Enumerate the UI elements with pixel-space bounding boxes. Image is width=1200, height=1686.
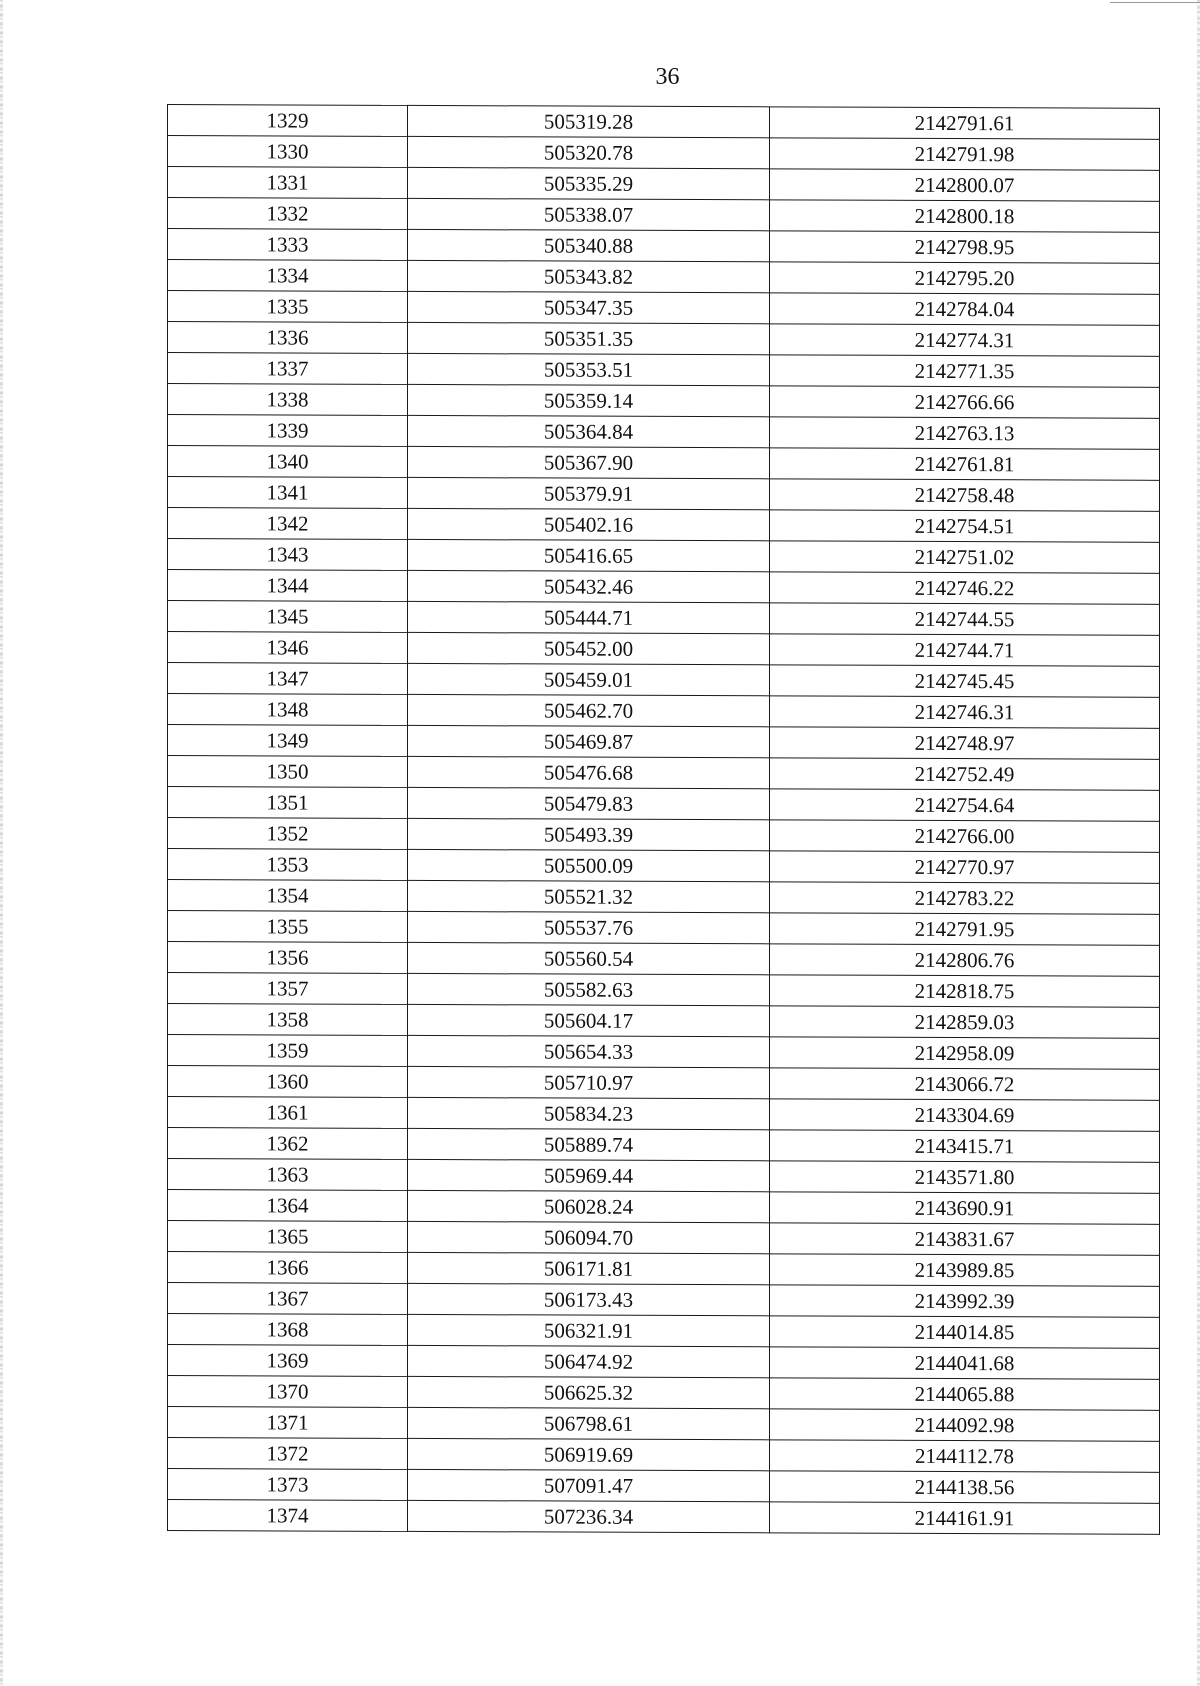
table-row xyxy=(168,756,1160,791)
x-coordinate-cell: 505582.63 xyxy=(408,973,770,1005)
x-coordinate-cell: 505654.33 xyxy=(408,1035,770,1067)
x-coordinate-cell: 505340.88 xyxy=(408,229,770,261)
x-coordinate-cell: 506474.92 xyxy=(408,1345,770,1377)
x-coordinate-cell: 505479.83 xyxy=(408,787,770,819)
x-coordinate-cell: 505560.54 xyxy=(408,942,770,974)
x-coordinate-cell: 505889.74 xyxy=(408,1128,770,1160)
x-coordinate-cell: 505353.51 xyxy=(408,353,770,385)
y-coordinate-cell: 2142746.31 xyxy=(770,696,1160,728)
table-row xyxy=(168,291,1160,326)
y-coordinate-cell: 2142744.55 xyxy=(770,603,1160,635)
point-number-cell: 1358 xyxy=(168,1004,408,1036)
y-coordinate-cell: 2142770.97 xyxy=(770,851,1160,883)
table-row xyxy=(168,260,1160,295)
y-coordinate-cell: 2142763.13 xyxy=(770,417,1160,449)
table-row xyxy=(168,1004,1160,1039)
table-row xyxy=(168,632,1160,667)
table-row xyxy=(168,198,1160,233)
point-number-cell: 1346 xyxy=(168,632,408,664)
y-coordinate-cell: 2143989.85 xyxy=(770,1254,1160,1286)
point-number-cell: 1331 xyxy=(168,167,408,199)
table-row xyxy=(168,1190,1160,1225)
point-number-cell: 1368 xyxy=(168,1314,408,1346)
point-number-cell: 1360 xyxy=(168,1066,408,1098)
table-row xyxy=(168,601,1160,636)
table-row xyxy=(168,1438,1160,1473)
y-coordinate-cell: 2142751.02 xyxy=(770,541,1160,573)
y-coordinate-cell: 2142774.31 xyxy=(770,324,1160,356)
x-coordinate-cell: 505500.09 xyxy=(408,849,770,881)
point-number-cell: 1352 xyxy=(168,818,408,850)
table-row xyxy=(168,446,1160,481)
x-coordinate-cell: 506171.81 xyxy=(408,1252,770,1284)
y-coordinate-cell: 2142784.04 xyxy=(770,293,1160,325)
point-number-cell: 1364 xyxy=(168,1190,408,1222)
x-coordinate-cell: 505459.01 xyxy=(408,663,770,695)
x-coordinate-cell: 505359.14 xyxy=(408,384,770,416)
point-number-cell: 1359 xyxy=(168,1035,408,1067)
table-row xyxy=(168,1159,1160,1194)
y-coordinate-cell: 2142791.95 xyxy=(770,913,1160,945)
y-coordinate-cell: 2142754.64 xyxy=(770,789,1160,821)
point-number-cell: 1345 xyxy=(168,601,408,633)
point-number-cell: 1333 xyxy=(168,229,408,261)
point-number-cell: 1371 xyxy=(168,1407,408,1439)
x-coordinate-cell: 505452.00 xyxy=(408,632,770,664)
point-number-cell: 1343 xyxy=(168,539,408,571)
table-row xyxy=(168,973,1160,1008)
table-row xyxy=(168,663,1160,698)
table-row xyxy=(168,508,1160,543)
point-number-cell: 1337 xyxy=(168,353,408,385)
table-row xyxy=(168,1314,1160,1349)
point-number-cell: 1340 xyxy=(168,446,408,478)
y-coordinate-cell: 2142766.66 xyxy=(770,386,1160,418)
point-number-cell: 1339 xyxy=(168,415,408,447)
point-number-cell: 1350 xyxy=(168,756,408,788)
y-coordinate-cell: 2144112.78 xyxy=(770,1440,1160,1472)
table-row xyxy=(168,694,1160,729)
x-coordinate-cell: 505432.46 xyxy=(408,570,770,602)
x-coordinate-cell: 505834.23 xyxy=(408,1097,770,1129)
table-row xyxy=(168,942,1160,977)
y-coordinate-cell: 2142752.49 xyxy=(770,758,1160,790)
x-coordinate-cell: 505351.35 xyxy=(408,322,770,354)
x-coordinate-cell: 505462.70 xyxy=(408,694,770,726)
x-coordinate-cell: 507236.34 xyxy=(408,1500,770,1532)
point-number-cell: 1349 xyxy=(168,725,408,757)
table-row xyxy=(168,136,1160,171)
point-number-cell: 1336 xyxy=(168,322,408,354)
x-coordinate-cell: 505335.29 xyxy=(408,167,770,199)
scan-edge-left xyxy=(0,0,3,1686)
y-coordinate-cell: 2142754.51 xyxy=(770,510,1160,542)
point-number-cell: 1366 xyxy=(168,1252,408,1284)
point-number-cell: 1353 xyxy=(168,849,408,881)
y-coordinate-cell: 2142958.09 xyxy=(770,1037,1160,1069)
y-coordinate-cell: 2143831.67 xyxy=(770,1223,1160,1255)
table-row xyxy=(168,539,1160,574)
point-number-cell: 1363 xyxy=(168,1159,408,1191)
coordinate-table xyxy=(167,104,1160,1535)
x-coordinate-cell: 505364.84 xyxy=(408,415,770,447)
y-coordinate-cell: 2142791.61 xyxy=(770,107,1160,139)
point-number-cell: 1330 xyxy=(168,136,408,168)
table-row xyxy=(168,1376,1160,1411)
y-coordinate-cell: 2142761.81 xyxy=(770,448,1160,480)
table-row xyxy=(168,105,1160,140)
table-row xyxy=(168,1252,1160,1287)
point-number-cell: 1334 xyxy=(168,260,408,292)
table-row xyxy=(168,725,1160,760)
x-coordinate-cell: 506173.43 xyxy=(408,1283,770,1315)
page-number: 36 xyxy=(655,64,680,90)
point-number-cell: 1365 xyxy=(168,1221,408,1253)
x-coordinate-cell: 505347.35 xyxy=(408,291,770,323)
table-row xyxy=(168,911,1160,946)
point-number-cell: 1338 xyxy=(168,384,408,416)
y-coordinate-cell: 2142748.97 xyxy=(770,727,1160,759)
x-coordinate-cell: 505521.32 xyxy=(408,880,770,912)
y-coordinate-cell: 2143571.80 xyxy=(770,1161,1160,1193)
point-number-cell: 1342 xyxy=(168,508,408,540)
point-number-cell: 1370 xyxy=(168,1376,408,1408)
point-number-cell: 1329 xyxy=(168,105,408,137)
point-number-cell: 1341 xyxy=(168,477,408,509)
y-coordinate-cell: 2142818.75 xyxy=(770,975,1160,1007)
coordinate-table-body xyxy=(168,105,1160,1535)
point-number-cell: 1356 xyxy=(168,942,408,974)
y-coordinate-cell: 2142798.95 xyxy=(770,231,1160,263)
y-coordinate-cell: 2144138.56 xyxy=(770,1471,1160,1503)
table-row xyxy=(168,1469,1160,1504)
x-coordinate-cell: 505379.91 xyxy=(408,477,770,509)
x-coordinate-cell: 505537.76 xyxy=(408,911,770,943)
y-coordinate-cell: 2142744.71 xyxy=(770,634,1160,666)
y-coordinate-cell: 2142800.07 xyxy=(770,169,1160,201)
table-row xyxy=(168,167,1160,202)
x-coordinate-cell: 505367.90 xyxy=(408,446,770,478)
x-coordinate-cell: 505444.71 xyxy=(408,601,770,633)
table-row xyxy=(168,229,1160,264)
table-row xyxy=(168,849,1160,884)
point-number-cell: 1348 xyxy=(168,694,408,726)
y-coordinate-cell: 2143690.91 xyxy=(770,1192,1160,1224)
y-coordinate-cell: 2144014.85 xyxy=(770,1316,1160,1348)
table-row xyxy=(168,1500,1160,1535)
y-coordinate-cell: 2142791.98 xyxy=(770,138,1160,170)
y-coordinate-cell: 2142766.00 xyxy=(770,820,1160,852)
x-coordinate-cell: 505469.87 xyxy=(408,725,770,757)
point-number-cell: 1374 xyxy=(168,1500,408,1532)
y-coordinate-cell: 2143304.69 xyxy=(770,1099,1160,1131)
y-coordinate-cell: 2142745.45 xyxy=(770,665,1160,697)
x-coordinate-cell: 506798.61 xyxy=(408,1407,770,1439)
x-coordinate-cell: 506028.24 xyxy=(408,1190,770,1222)
table-row xyxy=(168,570,1160,605)
point-number-cell: 1354 xyxy=(168,880,408,912)
x-coordinate-cell: 506094.70 xyxy=(408,1221,770,1253)
point-number-cell: 1373 xyxy=(168,1469,408,1501)
point-number-cell: 1361 xyxy=(168,1097,408,1129)
table-row xyxy=(168,477,1160,512)
y-coordinate-cell: 2143066.72 xyxy=(770,1068,1160,1100)
y-coordinate-cell: 2142795.20 xyxy=(770,262,1160,294)
y-coordinate-cell: 2142859.03 xyxy=(770,1006,1160,1038)
x-coordinate-cell: 505343.82 xyxy=(408,260,770,292)
table-row xyxy=(168,1283,1160,1318)
x-coordinate-cell: 506321.91 xyxy=(408,1314,770,1346)
x-coordinate-cell: 505319.28 xyxy=(408,105,770,137)
table-row xyxy=(168,322,1160,357)
x-coordinate-cell: 505604.17 xyxy=(408,1004,770,1036)
table-row xyxy=(168,384,1160,419)
x-coordinate-cell: 505402.16 xyxy=(408,508,770,540)
x-coordinate-cell: 506919.69 xyxy=(408,1438,770,1470)
x-coordinate-cell: 505710.97 xyxy=(408,1066,770,1098)
point-number-cell: 1369 xyxy=(168,1345,408,1377)
x-coordinate-cell: 505493.39 xyxy=(408,818,770,850)
y-coordinate-cell: 2142746.22 xyxy=(770,572,1160,604)
x-coordinate-cell: 505320.78 xyxy=(408,136,770,168)
y-coordinate-cell: 2142800.18 xyxy=(770,200,1160,232)
table-row xyxy=(168,1345,1160,1380)
x-coordinate-cell: 505416.65 xyxy=(408,539,770,571)
point-number-cell: 1367 xyxy=(168,1283,408,1315)
table-row xyxy=(168,1097,1160,1132)
point-number-cell: 1357 xyxy=(168,973,408,1005)
x-coordinate-cell: 505476.68 xyxy=(408,756,770,788)
table-row xyxy=(168,415,1160,450)
table-row xyxy=(168,880,1160,915)
point-number-cell: 1344 xyxy=(168,570,408,602)
y-coordinate-cell: 2144092.98 xyxy=(770,1409,1160,1441)
x-coordinate-cell: 505969.44 xyxy=(408,1159,770,1191)
y-coordinate-cell: 2144161.91 xyxy=(770,1502,1160,1534)
point-number-cell: 1355 xyxy=(168,911,408,943)
y-coordinate-cell: 2143992.39 xyxy=(770,1285,1160,1317)
y-coordinate-cell: 2142758.48 xyxy=(770,479,1160,511)
x-coordinate-cell: 506625.32 xyxy=(408,1376,770,1408)
table-row xyxy=(168,1035,1160,1070)
scan-top-line xyxy=(1110,2,1200,3)
point-number-cell: 1347 xyxy=(168,663,408,695)
table-row xyxy=(168,1128,1160,1163)
table-row xyxy=(168,353,1160,388)
y-coordinate-cell: 2143415.71 xyxy=(770,1130,1160,1162)
point-number-cell: 1332 xyxy=(168,198,408,230)
point-number-cell: 1362 xyxy=(168,1128,408,1160)
table-row xyxy=(168,1066,1160,1101)
point-number-cell: 1335 xyxy=(168,291,408,323)
table-row xyxy=(168,787,1160,822)
y-coordinate-cell: 2142806.76 xyxy=(770,944,1160,976)
y-coordinate-cell: 2142771.35 xyxy=(770,355,1160,387)
table-row xyxy=(168,1221,1160,1256)
x-coordinate-cell: 507091.47 xyxy=(408,1469,770,1501)
point-number-cell: 1351 xyxy=(168,787,408,819)
table-row xyxy=(168,818,1160,853)
point-number-cell: 1372 xyxy=(168,1438,408,1470)
y-coordinate-cell: 2144065.88 xyxy=(770,1378,1160,1410)
x-coordinate-cell: 505338.07 xyxy=(408,198,770,230)
y-coordinate-cell: 2144041.68 xyxy=(770,1347,1160,1379)
table-row xyxy=(168,1407,1160,1442)
y-coordinate-cell: 2142783.22 xyxy=(770,882,1160,914)
